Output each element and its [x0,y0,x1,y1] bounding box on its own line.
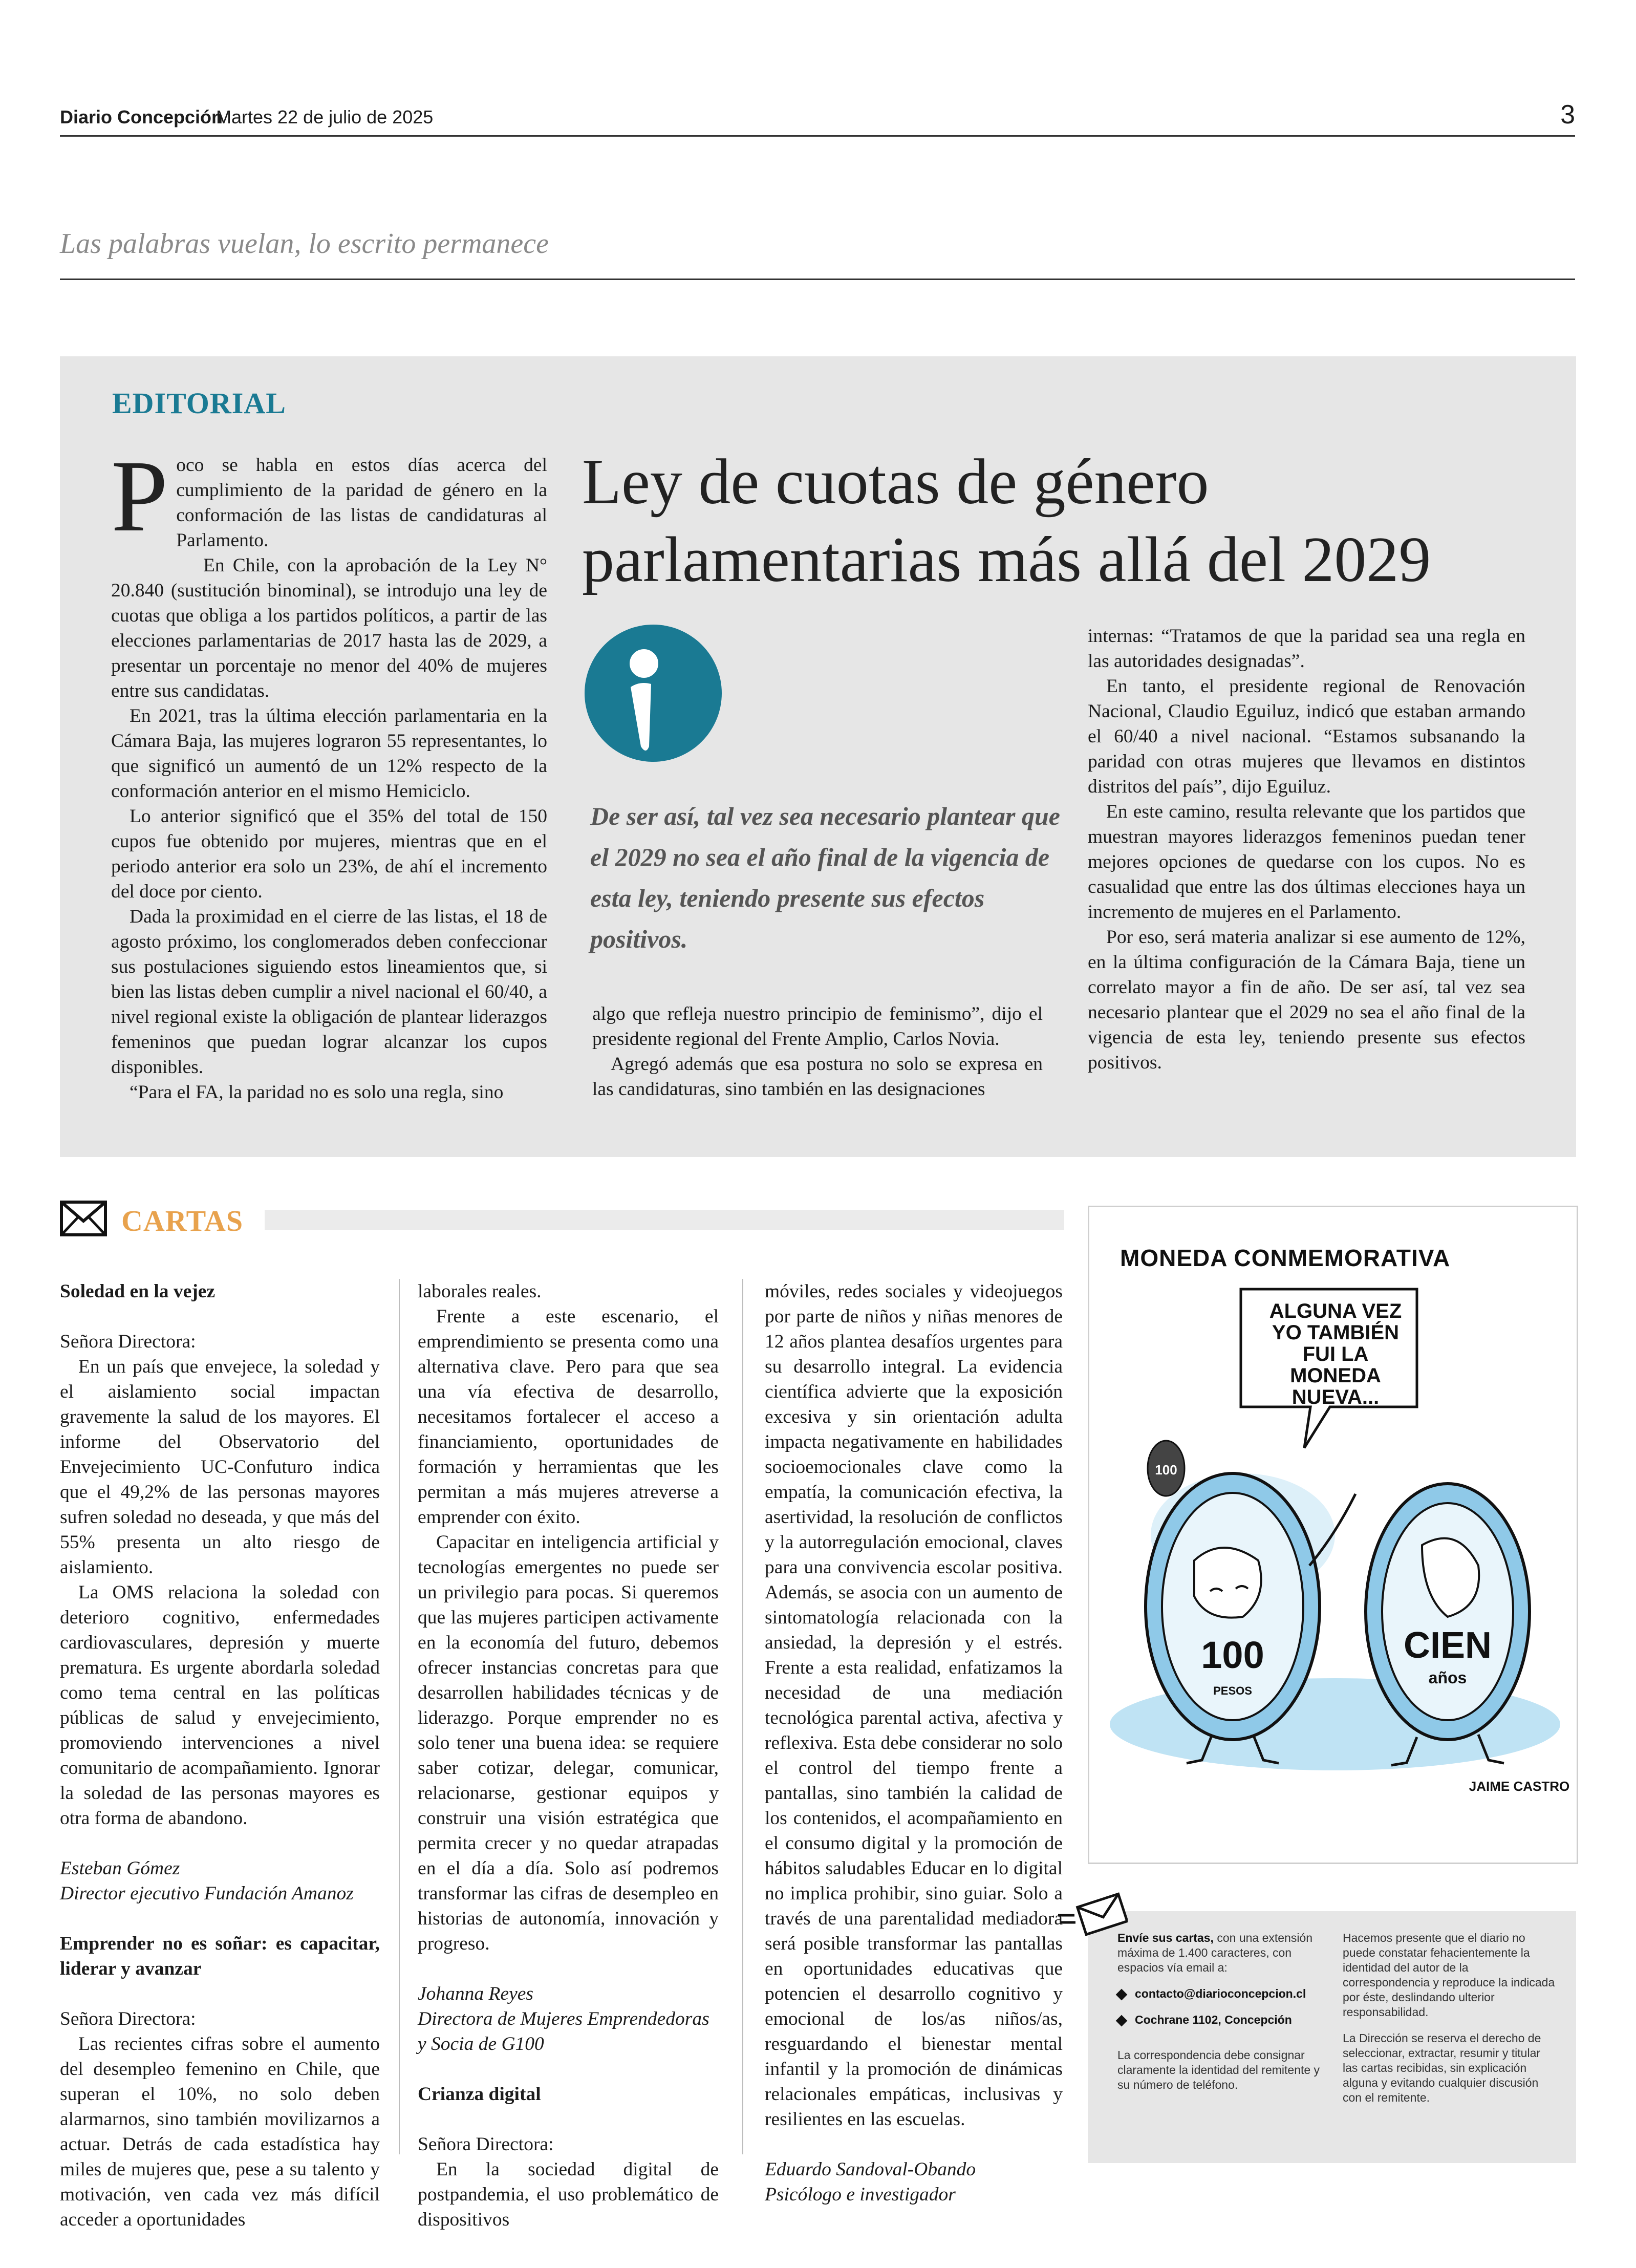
column-divider [742,1279,743,2154]
letter-paragraph: En la sociedad digital de postpandemia, el uso problemático de dispositivos [418,2159,719,2230]
editorial-paragraph: Dada la proximidad en el cierre de las listas, el 18 de agosto próximo, los conglomerados deben confeccionar sus postulaciones siguiendo estos lineamientos que, si bien las listas deben cumplir a nivel nacional el 60/40, a nivel regional existe la obligación de plantear liderazgos femeninos que puedan lograr alcanzar los cupos disponibles. [111,906,547,1078]
letter-salutation: Señora Directora: [60,1331,196,1352]
letters-column-1 [60,1279,380,2232]
letter-signature-name: Johanna Reyes [418,1983,533,2004]
editorial-paragraph: “Para el FA, la paridad no es solo una regla, sino [130,1082,504,1103]
right-coin-unit: años [1428,1668,1467,1687]
letters-column-3 [765,1279,1063,2207]
info-email[interactable]: contacto@diarioconcepcion.cl [1117,1986,1332,2001]
cartoon-speech-text: ALGUNA VEZ YO TAMBIÉN FUI LA MONEDA NUEVA... [1269,1300,1402,1408]
editorial-column-1 [111,440,547,1105]
left-coin-unit: PESOS [1213,1684,1252,1697]
editorial-paragraph: En este camino, resulta relevante que los partidos que muestran mayores liderazgos femeninos puedan tener mejores opciones de quedarse con los cupos. No es casualidad que entre las dos últimas elecciones haya un incremento de mujeres en el Parlamento. [1088,801,1525,923]
envelope-icon [60,1201,107,1236]
editorial-section-label: EDITORIAL [112,387,286,420]
small-coin-value: 100 [1155,1462,1177,1478]
info-send-instructions: Envíe sus cartas, con una extensión máxima de 1.400 caracteres, con espacios vía email a: [1117,1931,1313,1974]
flying-envelope-icon [1056,1891,1128,1937]
letter-paragraph: móviles, redes sociales y videojuegos por parte de niños y niñas menores de 12 años plantea desafíos urgentes para su desarrollo integral. La evidencia científica advierte que la exposición excesiva y sin orientación adulta impacta negativamente en habilidades socioemocionales clave como la empatía, la comunicación efectiva, la asertividad, la resolución de conflictos y la autorregulación emocional, claves para una convivencia escolar positiva. Además, se asocia con un aumento de sintomatología relacionada con la ansiedad, la depresión y el estrés. Frente a esta realidad, enfatizamos la necesidad de una mediación tecnológica parental activa, afectiva y reflexiva. Esta debe considerar no solo el control del tiempo frente a pantallas, sino también la calidad de los contenidos, el acompañamiento en el consumo digital y la promoción de hábitos saludables Educar en lo digital no implica prohibir, sino guiar. Solo a través de una parentalidad mediadora será posible transformar las pantallas en oportunidades educativas que potencien el desarrollo cognitivo y emocional de los/as niños/as, resguardando el bienestar mental infantil y la promoción de dinámicas relacionales empáticas, inclusivas y resilientes en las escuelas. [765,1281,1063,2130]
bullet-diamond-icon [1116,2015,1128,2027]
editorial-paragraph: algo que refleja nuestro principio de feminismo”, dijo el presidente regional del Frente Amplio, Carlos Novia. [592,1003,1043,1050]
info-disclaimer: Hacemos presente que el diario no puede constatar fehacientemente la identidad del autor de la correspondencia y reproduce la indicada por éste, deslindando ulterior responsabilidad. [1343,1931,1555,2019]
info-box-right [1343,1931,1558,2116]
editorial-column-2 [592,1001,1043,1102]
editorial-pull-quote: De ser así, tal vez sea necesario plantear que el 2029 no sea el año final de la vigencia de esta ley, teniendo presente sus efectos positivos. [590,802,1060,953]
letter-signature-role: Psicólogo e investigador [765,2184,956,2205]
left-coin-value: 100 [1201,1634,1264,1676]
letter-signature-name: Esteban Gómez [60,1858,180,1879]
editorial-paragraph: Por eso, será materia analizar si ese aumento de 12%, en la última configuración de la Cámara Baja, tiene un correlato mayor a fin de año. De ser así, tal vez sea necesario plantear que el 2029 no sea el año final de la vigencia de esta ley, teniendo presente sus efectos positivos. [1088,927,1525,1073]
letter-title: Emprender no es soñar: es capacitar, liderar y avanzar [60,1933,380,1979]
letters-info-box [1088,1911,1576,2163]
editorial-paragraph: internas: “Tratamos de que la paridad sea una regla en las autoridades designadas”. [1088,626,1525,672]
editorial-paragraph: En Chile, con la aprobación de la Ley N° 20.840 (sustitución binominal), se introdujo una ley de cuotas que obliga a los partidos políticos, a partir de las elecciones parlamentarias de 2017 hasta las de 2029, a presentar un porcentaje no menor del 40% de mujeres entre sus candidatas. [111,555,547,701]
page-header [60,101,1575,137]
editorial-paragraph: En tanto, el presidente regional de Renovación Nacional, Claudio Eguiluz, indicó que estaban armando el 60/40 a nivel nacional. “Estamos subsanando la paridad con otras mujeres que llevamos en distintos distritos del país”, dijo Eguiluz. [1088,676,1525,797]
editorial-paragraph: Agregó además que esa postura no solo se expresa en las candidaturas, sino también en las designaciones [592,1054,1043,1100]
newspaper-name: Diario Concepción [60,106,223,127]
section-tagline [60,222,1575,280]
info-icon [584,624,723,763]
letter-paragraph: Capacitar en inteligencia artificial y tecnologías emergentes no puede ser un privilegio para pocas. Si queremos que las mujeres participen activamente en la economía del futuro, debemos ofrecer instancias concretas para que desarrollen habilidades técnicas y de liderazgo. Porque emprender no es solo tener una buena idea: se requiere saber cotizar, delegar, comunicar, relacionarse, gestionar equipos y construir una visión estratégica que permita crecer y no quedar atrapadas en el día a día. Solo así podremos transformar las cifras de desempleo en historias de autonomía, innovación y progreso. [418,1532,719,1954]
info-editorial-rights: La Dirección se reserva el derecho de seleccionar, extractar, resumir y titular las cartas recibidas, sin explicación alguna y evitando cualquier discusión con el remitente. [1343,2031,1541,2104]
letter-paragraph: Las recientes cifras sobre el aumento del desempleo femenino en Chile, que superan el 10%, no solo deben alarmarnos, sino también movilizarnos a actuar. Detrás de cada estadística hay miles de mujeres que, pese a su talento y motivación, ven cada vez más difícil acceder a oportunidades [60,2034,380,2230]
letter-paragraph: Frente a este escenario, el emprendimiento se presenta como una alternativa clave. Pero para que sea una vía efectiva de desarrollo, necesitamos fortalecer el acceso a financiamiento, oportunidades de formación y herramientas que les permitan a más mujeres atreverse a emprender con éxito. [418,1306,719,1528]
column-divider [399,1279,400,2154]
cartas-header [60,1201,1064,1242]
info-address: Cochrane 1102, Concepción [1117,2013,1332,2027]
cartoon-title: MONEDA CONMEMORATIVA [1120,1245,1451,1271]
letters-column-2 [418,1279,719,2232]
info-note: La correspondencia debe consignar claramente la identidad del remitente y su número de teléfono. [1117,2048,1320,2091]
info-box-left [1117,1931,1332,2104]
letter-signature-name: Eduardo Sandoval-Obando [765,2159,976,2180]
bullet-diamond-icon [1116,1989,1128,2001]
letter-title: Soledad en la vejez [60,1281,216,1302]
letter-title: Crianza digital [418,2084,541,2105]
cartoonist-signature: JAIME CASTRO [1469,1779,1570,1794]
editorial-paragraph: Poco se habla en estos días acerca del cumplimiento de la paridad de género en la conformación de las listas de candidaturas al Parlamento. [111,440,547,553]
drop-cap: P [111,440,168,553]
cartas-header-bar [265,1210,1064,1230]
page-number: 3 [1560,100,1575,130]
letter-signature-role: Directora de Mujeres Emprendedoras y Socia de G100 [418,2008,709,2055]
editorial-paragraph: Lo anterior significó que el 35% del total de 150 cupos fue obtenido por mujeres, mientras que en el periodo anterior era solo un 23%, de ahí el incremento del doce por ciento. [111,806,547,902]
letter-salutation: Señora Directora: [418,2134,554,2155]
cartoon-panel [1088,1206,1578,1864]
editorial-paragraph: En 2021, tras la última elección parlamentaria en la Cámara Baja, las mujeres lograron 55 representantes, lo que significó un aumentó de un 12% respecto de la conformación anterior en el mismo Hemiciclo. [111,705,547,802]
cartas-section-label: CARTAS [121,1204,244,1237]
letter-paragraph: La OMS relaciona la soledad con deterioro cognitivo, enfermedades cardiovasculares, depresión y muerte prematura. Es urgente abordarla soledad como tema central en las políticas públicas de salud y envejecimiento, promoviendo intervenciones a nivel comunitario de acompañamiento. Ignorar la soledad de las personas mayores es otra forma de abandono. [60,1582,380,1829]
editorial-headline: Ley de cuotas de género parlamentarias más allá del 2029 [582,446,1431,595]
right-coin-text: CIEN [1403,1625,1492,1666]
editorial-column-3 [1088,624,1525,1075]
letter-paragraph: En un país que envejece, la soledad y el aislamiento social impactan gravemente la salud de los mayores. El informe del Observatorio del Envejecimiento UC-Confuturo indica que el 49,2% de las personas mayores sufren soledad no deseada, y que más del 55% presenta un alto riesgo de aislamiento. [60,1356,380,1578]
letter-signature-role: Director ejecutivo Fundación Amanoz [60,1883,354,1904]
letter-salutation: Señora Directora: [60,2008,196,2029]
issue-date: Martes 22 de julio de 2025 [216,106,434,127]
editorial-box [60,356,1576,1157]
tagline-text: Las palabras vuelan, lo escrito permanece [60,228,549,260]
letter-paragraph: laborales reales. [418,1281,542,1302]
